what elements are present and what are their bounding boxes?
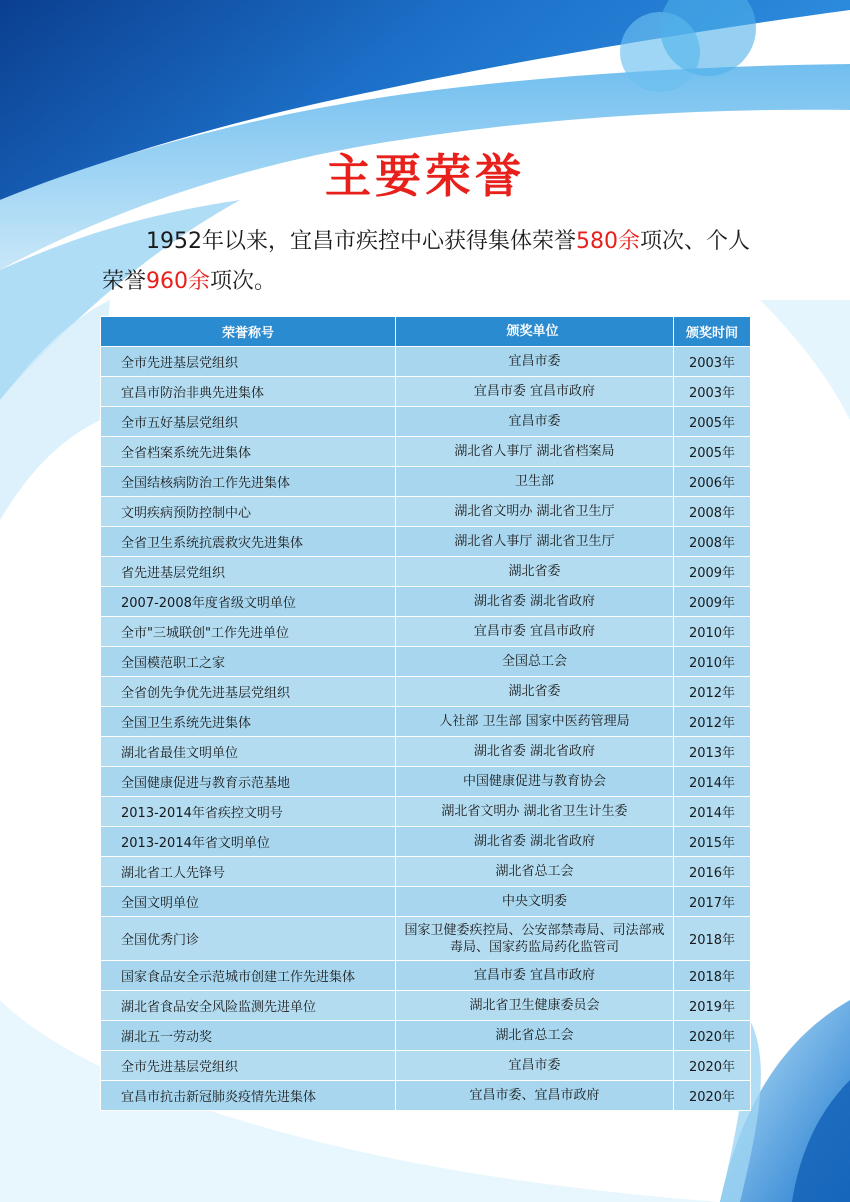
award-org-cell: 湖北省文明办 湖北省卫生计生委 [396,797,674,827]
award-year-cell: 2003年 [674,377,751,407]
intro-paragraph [102,222,762,302]
honor-name-cell: 省先进基层党组织 [101,557,396,587]
table-row [101,347,751,377]
award-year-cell: 2018年 [674,917,751,961]
table-row [101,407,751,437]
award-org-cell: 宜昌市委 宜昌市政府 [396,377,674,407]
table-row [101,437,751,467]
award-org-cell: 中国健康促进与教育协会 [396,767,674,797]
table-header-row [101,317,751,347]
intro-suffix: 项次。 [210,269,277,294]
award-org-cell: 湖北省总工会 [396,857,674,887]
award-year-cell: 2013年 [674,737,751,767]
page-title: 主要荣誉 [325,149,525,203]
award-year-cell: 2017年 [674,887,751,917]
honor-name-cell: 湖北五一劳动奖 [101,1021,396,1051]
award-org-cell: 宜昌市委、宜昌市政府 [396,1081,674,1111]
award-year-cell: 2015年 [674,827,751,857]
award-year-cell: 2020年 [674,1051,751,1081]
honor-name-cell: 文明疾病预防控制中心 [101,497,396,527]
award-org-cell: 全国总工会 [396,647,674,677]
honor-name-cell: 全省卫生系统抗震救灾先进集体 [101,527,396,557]
honor-name-cell: 2007-2008年度省级文明单位 [101,587,396,617]
award-org-cell: 宜昌市委 [396,407,674,437]
award-year-cell: 2010年 [674,647,751,677]
table-row [101,707,751,737]
award-year-cell: 2012年 [674,677,751,707]
award-year-cell: 2020年 [674,1081,751,1111]
table-row [101,377,751,407]
table-row [101,797,751,827]
honor-name-cell: 宜昌市抗击新冠肺炎疫情先进集体 [101,1081,396,1111]
award-org-cell: 湖北省总工会 [396,1021,674,1051]
honor-name-cell: 国家食品安全示范城市创建工作先进集体 [101,961,396,991]
table-row [101,677,751,707]
award-year-cell: 2018年 [674,961,751,991]
award-org-cell: 湖北省人事厅 湖北省档案局 [396,437,674,467]
award-year-cell: 2005年 [674,407,751,437]
award-org-cell: 湖北省委 湖北省政府 [396,827,674,857]
honor-name-cell: 全市"三城联创"工作先进单位 [101,617,396,647]
table-row [101,887,751,917]
award-org-cell: 湖北省委 [396,557,674,587]
award-org-cell: 宜昌市委 宜昌市政府 [396,961,674,991]
award-year-cell: 2020年 [674,1021,751,1051]
table-row [101,737,751,767]
award-org-cell: 宜昌市委 [396,347,674,377]
table-row [101,587,751,617]
table-row [101,647,751,677]
intro-highlight-collective: 580余 [576,229,641,254]
header-award-org: 颁奖单位 [396,317,674,347]
award-org-cell: 人社部 卫生部 国家中医药管理局 [396,707,674,737]
award-year-cell: 2005年 [674,437,751,467]
award-year-cell: 2009年 [674,557,751,587]
table-row [101,467,751,497]
table-row [101,617,751,647]
table-row [101,497,751,527]
honor-name-cell: 全省创先争优先进基层党组织 [101,677,396,707]
honors-table [100,316,751,1111]
honor-name-cell: 2013-2014年省文明单位 [101,827,396,857]
header-honor-name: 荣誉称号 [101,317,396,347]
intro-prefix: 1952年以来，宜昌市疾控中心获得集体荣誉 [146,229,577,254]
award-year-cell: 2009年 [674,587,751,617]
honor-name-cell: 全国文明单位 [101,887,396,917]
award-org-cell: 国家卫健委疾控局、公安部禁毒局、司法部戒毒局、国家药监局药化监管司 [396,917,674,961]
honor-name-cell: 全国健康促进与教育示范基地 [101,767,396,797]
honor-name-cell: 全市先进基层党组织 [101,1051,396,1081]
award-year-cell: 2014年 [674,767,751,797]
award-org-cell: 宜昌市委 [396,1051,674,1081]
table-row [101,527,751,557]
table-row [101,857,751,887]
honor-name-cell: 2013-2014年省疾控文明号 [101,797,396,827]
award-year-cell: 2019年 [674,991,751,1021]
table-row [101,1021,751,1051]
honor-name-cell: 全国模范职工之家 [101,647,396,677]
table-row [101,557,751,587]
award-year-cell: 2003年 [674,347,751,377]
honor-name-cell: 全市五好基层党组织 [101,407,396,437]
award-year-cell: 2016年 [674,857,751,887]
honor-name-cell: 湖北省食品安全风险监测先进单位 [101,991,396,1021]
honor-name-cell: 全国结核病防治工作先进集体 [101,467,396,497]
award-org-cell: 湖北省人事厅 湖北省卫生厅 [396,527,674,557]
table-row [101,767,751,797]
award-org-cell: 宜昌市委 宜昌市政府 [396,617,674,647]
honor-name-cell: 全国卫生系统先进集体 [101,707,396,737]
award-year-cell: 2008年 [674,527,751,557]
award-org-cell: 湖北省委 湖北省政府 [396,737,674,767]
honor-name-cell: 宜昌市防治非典先进集体 [101,377,396,407]
table-row [101,1051,751,1081]
award-year-cell: 2014年 [674,797,751,827]
intro-mid: 项次、个人荣誉 [102,229,751,294]
honor-name-cell: 全省档案系统先进集体 [101,437,396,467]
award-org-cell: 卫生部 [396,467,674,497]
award-year-cell: 2006年 [674,467,751,497]
table-row [101,827,751,857]
award-year-cell: 2010年 [674,617,751,647]
award-org-cell: 湖北省文明办 湖北省卫生厅 [396,497,674,527]
award-org-cell: 湖北省卫生健康委员会 [396,991,674,1021]
table-row [101,961,751,991]
award-year-cell: 2008年 [674,497,751,527]
award-org-cell: 湖北省委 湖北省政府 [396,587,674,617]
award-year-cell: 2012年 [674,707,751,737]
honor-name-cell: 全国优秀门诊 [101,917,396,961]
award-org-cell: 湖北省委 [396,677,674,707]
honor-name-cell: 湖北省工人先锋号 [101,857,396,887]
award-org-cell: 中央文明委 [396,887,674,917]
table-row [101,1081,751,1111]
table-row [101,917,751,961]
honor-name-cell: 全市先进基层党组织 [101,347,396,377]
intro-highlight-personal: 960余 [146,269,211,294]
header-award-year: 颁奖时间 [674,317,751,347]
table-row [101,991,751,1021]
honor-name-cell: 湖北省最佳文明单位 [101,737,396,767]
